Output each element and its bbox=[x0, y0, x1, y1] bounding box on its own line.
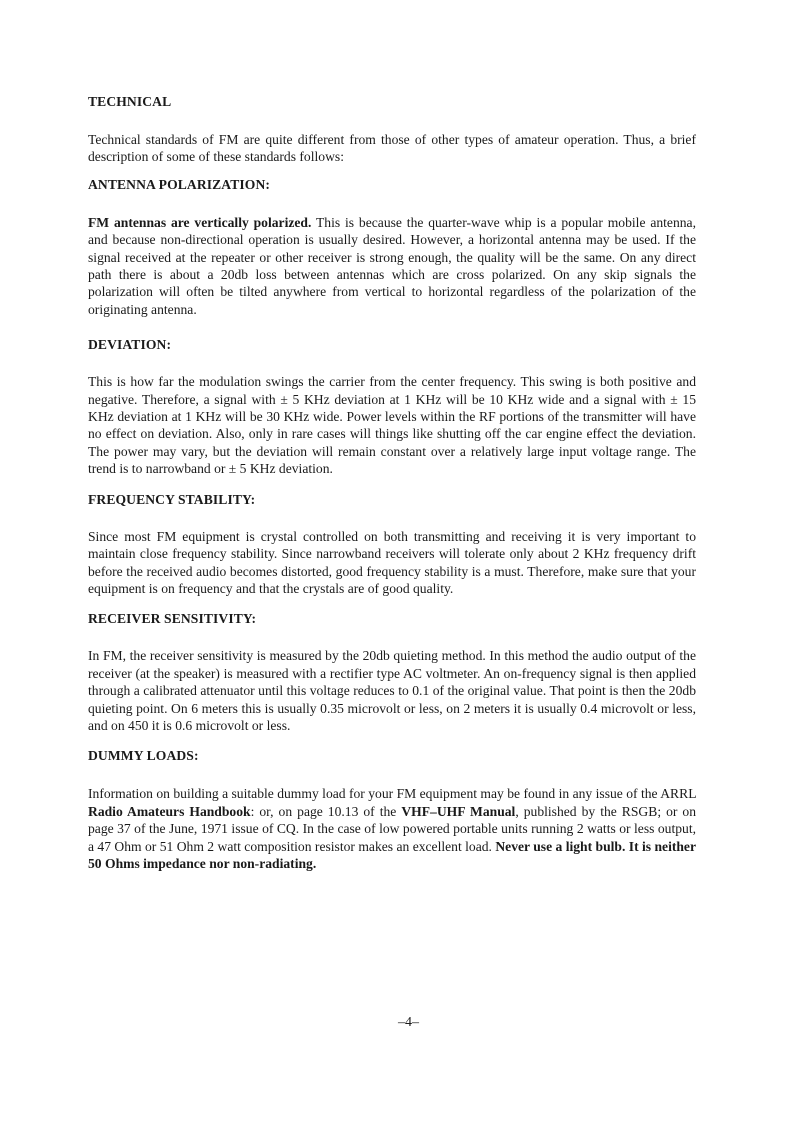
section-body-frequency-stability: Since most FM equipment is crystal controlled on both transmitting and receiving it is very important to maintain close frequency stability. Since narrowband receivers will tolerate only about 2 KHz frequency drift before the received audio becomes distorted, good frequency stability is a must. Therefore, make sure that your equipment is on frequency and that the crystals are of good quality. bbox=[88, 528, 696, 596]
page-number bbox=[0, 1015, 793, 1031]
section-heading-antenna-polarization: ANTENNA POLARIZATION: bbox=[88, 176, 270, 192]
section-body-dummy-loads bbox=[88, 785, 696, 872]
section-heading-deviation: DEVIATION: bbox=[88, 337, 172, 353]
dummy-text-3: , published by the RSGB; or on page 37 of the June, 1971 issue of CQ. In the case of low powered portable units running 2 watts or less output, a 47 Ohm or 51 Ohm 2 watt composition resistor makes an excellent load. bbox=[88, 803, 697, 854]
section-heading-dummy-loads: DUMMY LOADS: bbox=[88, 748, 199, 764]
section-body-technical: Technical standards of FM are quite different from those of other types of amateur operation. Thus, a brief description of some of these standards follows: bbox=[88, 132, 696, 165]
dummy-text-2: : or, on page 10.13 of the bbox=[250, 803, 402, 819]
section-heading-frequency-stability: FREQUENCY STABILITY: bbox=[88, 491, 256, 507]
section-body-receiver-sensitivity: In FM, the receiver sensitivity is measured by the 20db quieting method. In this method the audio output of the receiver (at the speaker) is measured with a rectifier type AC voltmeter. An on-frequency signal is then applied through a calibrated attenuator until this voltage reduces to 0.1 of the original value. That point is then the 20db quieting point. On 6 meters this is usually 0.35 microvolt or less, on 2 meters it is usually 0.4 microvolt or less, and on 450 it is 0.6 microvolt or less. bbox=[88, 648, 696, 733]
section-heading-technical: TECHNICAL bbox=[88, 94, 172, 109]
antenna-body-text: This is because the quarter-wave whip is a popular mobile antenna, and because non-directional operation is usually desired. However, a horizontal antenna may be used. If the signal received at the repeater or other receiver is strong enough, the quality will be the same. On any direct path there is about a 20db loss between antennas which are cross polarized. On any skip signals the polarization will often be tilted anywhere from vertical to horizontal regardless of the polarization of the originating antenna. bbox=[88, 214, 696, 317]
section-heading-receiver-sensitivity: RECEIVER SENSITIVITY: bbox=[88, 611, 257, 627]
section-body-deviation: This is how far the modulation swings the carrier from the center frequency. This swing is both positive and negative. Therefore, a signal with ± 5 KHz deviation at 1 KHz will be 10 KHz wide and a signal with ± 15 KHz deviation at 1 KHz will be 30 KHz wide. Power levels within the RF portions of the transmitter will have no effect on deviation. Also, only in rare cases will things like shutting off the car engine effect the deviation. The power may vary, but the deviation will remain constant over a relatively large input voltage range. The trend is to narrowband or ± 5 KHz deviation. bbox=[88, 374, 696, 477]
section-body-antenna-polarization bbox=[88, 214, 696, 318]
dummy-bold-warning: Never use a light bulb. It is neither 50 Ohms impedance nor non-radiating. bbox=[88, 838, 696, 871]
document-page bbox=[88, 93, 696, 872]
dummy-bold-manual: VHF–UHF Manual bbox=[401, 803, 516, 819]
dummy-text-1: Information on building a suitable dummy load for your FM equipment may be found in any issue of the ARRL bbox=[88, 786, 696, 802]
page-number-text: –4– bbox=[398, 1015, 419, 1030]
antenna-lead-bold: FM antennas are vertically polarized. bbox=[88, 214, 312, 230]
dummy-bold-handbook: Radio Amateurs Handbook bbox=[88, 803, 251, 819]
